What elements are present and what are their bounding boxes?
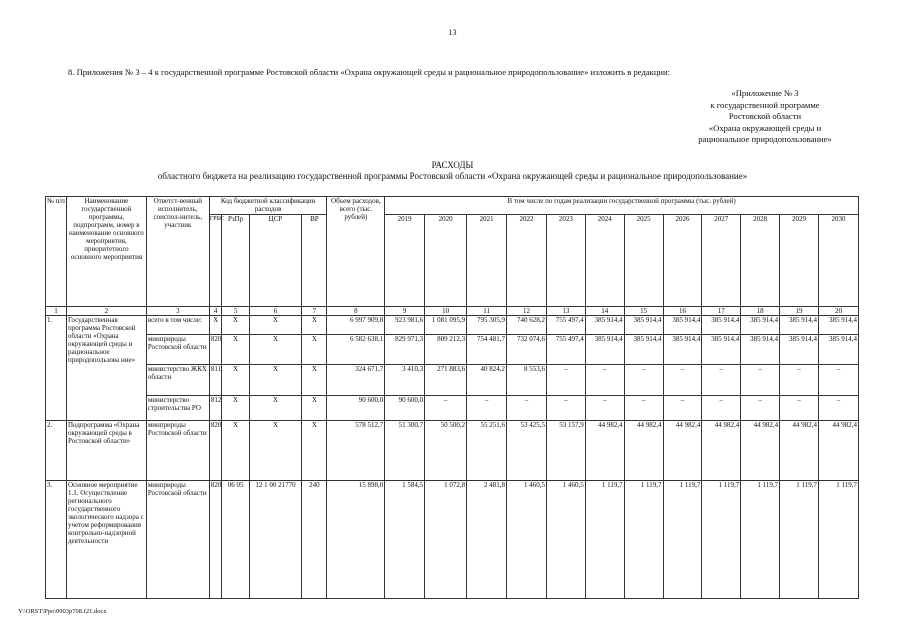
row-number: 1. [46,316,67,421]
appendix-line: «Приложение № 3 [731,88,799,98]
row-year-value: – [425,396,467,421]
row-executor: минприроды Ростовской области [146,335,209,365]
row-year-value: 732 074,6 [507,335,547,365]
row-year-value: – [585,365,624,396]
row-year-value: – [663,396,702,421]
column-number: 4 [209,307,222,316]
row-year-value: – [702,365,741,396]
column-number: 6 [249,307,302,316]
appendix-line: к государственной программе [710,99,820,110]
row-executor: всего в том числе: [146,316,209,335]
row-year-value: 754 481,7 [467,335,507,365]
header-vr: ВР [302,215,327,307]
row-vr: Х [302,316,327,335]
row-year-value: 385 914,4 [663,316,702,335]
document-title [0,160,905,182]
row-year-value: 795 305,9 [467,316,507,335]
row-executor: минприроды Ростовской области [146,421,209,481]
column-numbers-row [46,307,859,316]
row-year-value: 385 914,4 [780,316,819,335]
table-row [46,316,859,335]
row-year-value: 44 982,4 [818,421,858,481]
row-total: 90 600,0 [327,396,385,421]
row-grbs: 812 [209,396,222,421]
row-year-value: 1 460,5 [546,481,585,599]
column-number: 16 [663,307,702,316]
row-year-value: 1 119,7 [741,481,780,599]
header-num: № п/п [46,197,67,307]
header-rzpr: РзПр [222,215,249,307]
row-year-value: 740 628,2 [507,316,547,335]
row-total: 324 671,7 [327,365,385,396]
header-executor: Ответст-венный исполнитель, соиспол-нитель, участник [146,197,209,307]
column-number: 7 [302,307,327,316]
row-name: Государственная программа Ростовской области «Охрана окружающей среды и рациональное природопользова ние» [67,316,147,421]
row-year-value: – [818,365,858,396]
intro-text: 8. Приложения № 3 – 4 к государственной программе Ростовской области «Охрана окружающей среды и рациональное природопользование» изложить в редакции: [68,67,671,77]
row-year-value: – [702,396,741,421]
column-number: 9 [385,307,425,316]
row-year-value: 1 119,7 [780,481,819,599]
file-path-footer: Y:\ORST\Ppo\0903p708.f21.docx [18,608,107,615]
row-total: 6 582 638,1 [327,335,385,365]
row-year-value: 385 914,4 [818,316,858,335]
appendix-line: рациональное природопользование» [698,134,832,145]
header-years-group: В том числе по годам реализации государственной программы (тыс. рублей) [385,197,859,215]
row-vr: 240 [302,481,327,599]
row-year-value: 1 119,7 [818,481,858,599]
row-year-value: 385 914,4 [741,316,780,335]
header-year: 2026 [663,215,702,307]
row-year-value: – [624,396,663,421]
row-csr: Х [249,335,302,365]
row-year-value: 755 497,4 [546,335,585,365]
row-rzpr: Х [222,335,249,365]
row-executor: министерство ЖКХ области [146,365,209,396]
column-number: 12 [507,307,547,316]
row-year-value: 55 251,6 [467,421,507,481]
row-number: 3. [46,481,67,599]
row-year-value: 755 497,4 [546,316,585,335]
row-year-value: 8 553,6 [507,365,547,396]
header-year: 2021 [467,215,507,307]
row-total: 578 512,7 [327,421,385,481]
column-number: 11 [467,307,507,316]
row-year-value: 1 081 095,9 [425,316,467,335]
title-heading: РАСХОДЫ [431,160,474,170]
row-year-value: 40 824,2 [467,365,507,396]
row-year-value: 385 914,4 [741,335,780,365]
table-row [46,365,859,396]
row-csr: Х [249,365,302,396]
column-number: 2 [67,307,147,316]
row-year-value: 1 119,7 [624,481,663,599]
row-grbs: 811 [209,365,222,396]
row-year-value: 44 982,4 [663,421,702,481]
row-grbs: 820 [209,481,222,599]
column-number: 14 [585,307,624,316]
row-vr: Х [302,335,327,365]
header-year: 2025 [624,215,663,307]
row-year-value: 385 914,4 [624,316,663,335]
row-year-value: – [507,396,547,421]
row-name: Основное мероприятие 1.1. Осуществление регионального государственного экологического надзора с учетом реформирования контрольно-надзорной деятельности [67,481,147,599]
row-year-value: 1 072,8 [425,481,467,599]
row-year-value: 1 119,7 [585,481,624,599]
header-csr: ЦСР [249,215,302,307]
row-year-value: 385 914,4 [663,335,702,365]
row-year-value: 44 982,4 [741,421,780,481]
row-year-value: 1 119,7 [663,481,702,599]
header-year: 2027 [702,215,741,307]
row-year-value: 1 119,7 [702,481,741,599]
row-csr: Х [249,421,302,481]
header-year: 2030 [818,215,858,307]
row-total: 15 898,0 [327,481,385,599]
appendix-line: «Охрана окружающей среды и [708,122,822,133]
header-year: 2023 [546,215,585,307]
row-year-value: – [663,365,702,396]
appendix-heading [660,88,870,146]
row-year-value: – [467,396,507,421]
row-total: 6 997 909,8 [327,316,385,335]
row-year-value: – [741,396,780,421]
row-rzpr: 06 05 [222,481,249,599]
header-year: 2019 [385,215,425,307]
column-number: 19 [780,307,819,316]
row-csr: Х [249,316,302,335]
row-year-value: – [780,396,819,421]
appendix-line: Ростовской области [728,111,802,122]
column-number: 5 [222,307,249,316]
row-year-value: 385 914,4 [585,316,624,335]
header-year: 2022 [507,215,547,307]
header-name: Наименование государственной программы, подпрограмм, номер в наименование основного мероприятия, приоритетного основного мероприятия [67,197,147,307]
row-year-value: 44 982,4 [624,421,663,481]
row-vr: Х [302,421,327,481]
row-year-value: 90 600,0 [385,396,425,421]
row-year-value: 829 971,3 [385,335,425,365]
row-year-value: 809 212,3 [425,335,467,365]
row-year-value: 50 500,2 [425,421,467,481]
column-number: 1 [46,307,67,316]
table-row [46,396,859,421]
row-rzpr: Х [222,396,249,421]
row-year-value: 385 914,4 [585,335,624,365]
header-total: Объем расходов, всего (тыс. рублей) [327,197,385,307]
row-year-value: 385 914,4 [818,335,858,365]
row-name: Подпрограмма «Охрана окружающей среды в Ростовской области» [67,421,147,481]
row-year-value: – [818,396,858,421]
row-year-value: 2 481,8 [467,481,507,599]
row-grbs: 820 [209,335,222,365]
row-year-value: 53 425,5 [507,421,547,481]
page-number: 13 [448,28,457,37]
header-year: 2028 [741,215,780,307]
row-year-value: 51 300,7 [385,421,425,481]
header-year: 2024 [585,215,624,307]
column-number: 13 [546,307,585,316]
row-year-value: 385 914,4 [702,316,741,335]
header-budget-code: Код бюджетной классификации расходов [209,197,327,215]
row-year-value: – [546,396,585,421]
expenses-table [45,196,859,599]
row-year-value: – [624,365,663,396]
row-year-value: 1 584,5 [385,481,425,599]
row-year-value: – [585,396,624,421]
row-year-value: 923 981,6 [385,316,425,335]
column-number: 10 [425,307,467,316]
header-year: 2029 [780,215,819,307]
row-year-value: 53 157,9 [546,421,585,481]
title-subtitle: областного бюджета на реализацию государственной программы Ростовской области «Охрана окружающей среды и рациональное природопользование» [157,171,748,181]
column-number: 3 [146,307,209,316]
row-year-value: 385 914,4 [780,335,819,365]
row-grbs: Х [209,316,222,335]
row-year-value: 385 914,4 [702,335,741,365]
table-row [46,481,859,599]
row-year-value: 44 982,4 [585,421,624,481]
row-year-value: – [780,365,819,396]
row-year-value: – [546,365,585,396]
row-csr: 12 1 00 21770 [249,481,302,599]
column-number: 15 [624,307,663,316]
table-row [46,335,859,365]
row-number: 2. [46,421,67,481]
row-vr: Х [302,396,327,421]
row-rzpr: Х [222,365,249,396]
column-number: 17 [702,307,741,316]
row-executor: министерство строительства РО [146,396,209,421]
row-vr: Х [302,365,327,396]
table-row [46,421,859,481]
row-year-value: 271 883,6 [425,365,467,396]
row-csr: Х [249,396,302,421]
row-grbs: 820 [209,421,222,481]
row-rzpr: Х [222,316,249,335]
row-year-value: 44 982,4 [702,421,741,481]
row-year-value: 1 460,5 [507,481,547,599]
row-year-value: 3 410,3 [385,365,425,396]
column-number: 8 [327,307,385,316]
table-body [46,316,859,599]
column-number: 18 [741,307,780,316]
header-grbs: ГРБС [209,215,222,307]
row-year-value: – [741,365,780,396]
row-rzpr: Х [222,421,249,481]
column-number: 20 [818,307,858,316]
row-year-value: 385 914,4 [624,335,663,365]
row-executor: минприроды Ростовской области [146,481,209,599]
header-year: 2020 [425,215,467,307]
row-year-value: 44 982,4 [780,421,819,481]
